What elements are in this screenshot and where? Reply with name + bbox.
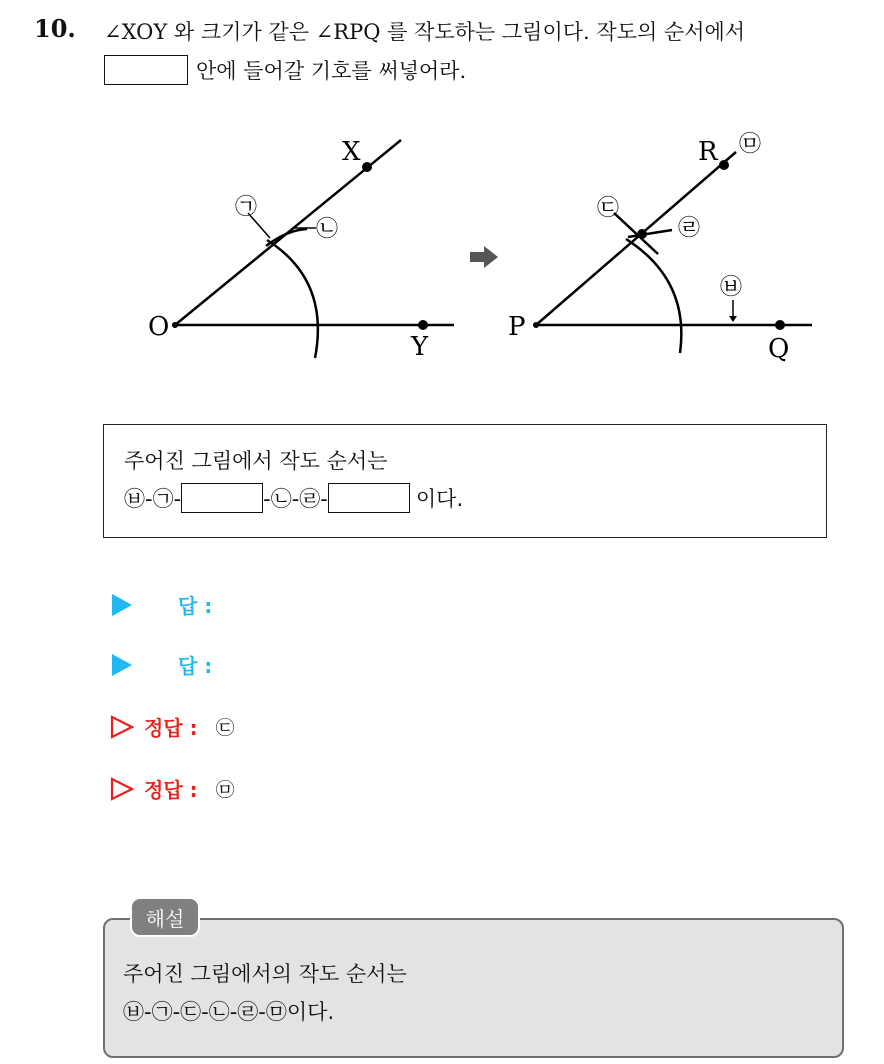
- point-y: [418, 320, 428, 330]
- answer-label: 답 :: [178, 654, 213, 678]
- answer-blank-1[interactable]: [181, 483, 263, 513]
- question-text-line2: [104, 55, 466, 85]
- question-text-after-box: 안에 들어갈 기호를 써넣어라.: [196, 59, 467, 83]
- label-r: R: [698, 137, 718, 167]
- statement-suffix: 이다.: [415, 487, 464, 511]
- play-icon: [112, 654, 132, 676]
- label-b: ㉥: [720, 275, 743, 300]
- label-n: ㉡: [316, 217, 339, 242]
- label-o: O: [148, 312, 170, 342]
- point-r: [719, 160, 729, 170]
- right-construction: [536, 152, 812, 353]
- answer-blank-2[interactable]: [328, 483, 410, 513]
- label-y: Y: [411, 332, 429, 362]
- left-construction: [175, 140, 454, 358]
- statement-line1: 주어진 그림에서 작도 순서는: [124, 449, 388, 473]
- statement-box: [103, 424, 827, 538]
- explanation-line1: 주어진 그림에서의 작도 순서는: [123, 962, 407, 986]
- construction-figure: [0, 100, 884, 380]
- blank-box: [104, 55, 188, 85]
- arc-large-r: [626, 239, 681, 353]
- label-m: ㉤: [739, 132, 762, 157]
- statement-middle: -㉡-㉣-: [263, 487, 328, 511]
- ray-pr: [536, 152, 736, 325]
- point-intersection: [637, 229, 647, 239]
- label-p: P: [508, 312, 526, 342]
- label-r2: ㉣: [678, 216, 701, 241]
- play-icon: [112, 594, 132, 616]
- outline-triangle-icon: [110, 777, 134, 801]
- question-number: 10.: [34, 14, 76, 43]
- correct-answer-row-1: [110, 712, 235, 741]
- point-o: [172, 322, 178, 328]
- correct-answer-label: 정답 :: [144, 778, 198, 802]
- answer-row-1: [110, 590, 212, 619]
- statement-prefix: ㉥-㉠-: [124, 487, 182, 511]
- point-q: [775, 320, 785, 330]
- correct-answer-value: ㉢: [215, 717, 235, 739]
- point-p: [533, 322, 539, 328]
- label-g: ㉠: [235, 195, 258, 220]
- statement-line2: [124, 483, 463, 513]
- explanation-box: [103, 918, 844, 1058]
- outline-triangle-icon: [110, 715, 134, 739]
- arrow-icon: [470, 246, 498, 268]
- correct-answer-value: ㉤: [215, 779, 235, 801]
- label-q: Q: [768, 334, 790, 364]
- label-d: ㉢: [597, 196, 620, 221]
- answer-row-2: [110, 650, 212, 679]
- arc-large: [267, 240, 318, 358]
- correct-answer-label: 정답 :: [144, 716, 198, 740]
- label-x: X: [342, 137, 361, 167]
- point-x: [362, 162, 372, 172]
- question-text: ∠XOY 와 크기가 같은 ∠RPQ 를 작도하는 그림이다. 작도의 순서에서: [104, 20, 746, 44]
- correct-answer-row-2: [110, 774, 235, 803]
- pointer-b-head: [729, 316, 737, 322]
- answer-label: 답 :: [178, 594, 213, 618]
- explanation-tab: 해설: [130, 897, 200, 937]
- explanation-line2: ㉥-㉠-㉢-㉡-㉣-㉤이다.: [123, 1000, 335, 1024]
